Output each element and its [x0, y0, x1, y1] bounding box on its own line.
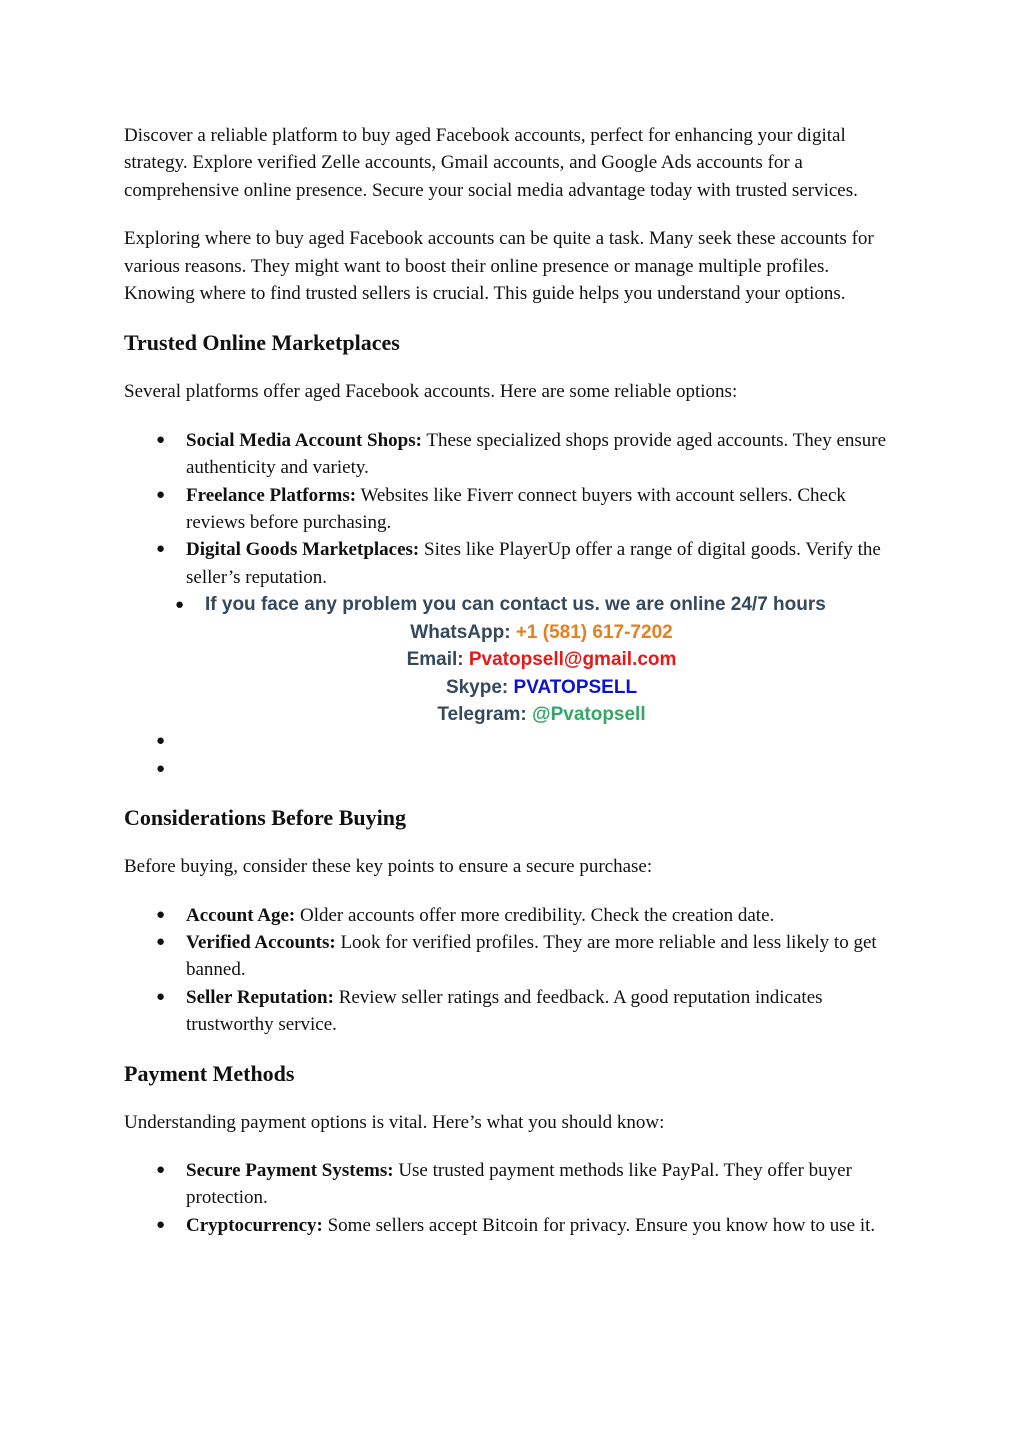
list-item [124, 929, 894, 984]
section-lead-marketplaces: Several platforms offer aged Facebook accounts. Here are some reliable options: [124, 381, 738, 403]
list-item-text: Sites like PlayerUp offer a range of digital goods. Verify the seller’s reputation. [186, 539, 881, 588]
list-item-text: Review seller ratings and feedback. A good reputation indicates trustworthy service. [186, 986, 823, 1036]
list-item-text: Look for verified profiles. They are more reliable and less likely to get banned. [186, 931, 877, 981]
empty-list-item [124, 756, 894, 783]
bullet-icon: ● [175, 596, 185, 614]
bullet-icon: ● [156, 541, 166, 558]
whatsapp-line [124, 619, 959, 646]
telegram-label: Telegram: [437, 703, 527, 725]
bullet-icon: ● [156, 906, 166, 923]
bullet-icon: ● [156, 988, 166, 1005]
list-item-text: Some sellers accept Bitcoin for privacy. Ensure you know how to use it. [322, 1214, 876, 1236]
list-item [124, 1212, 894, 1239]
bullet-icon: ● [156, 486, 166, 503]
list-item [124, 1157, 894, 1212]
list-item-label: Cryptocurrency: [186, 1214, 323, 1236]
telegram-line [124, 701, 959, 728]
list-item-text: Websites like Fiverr connect buyers with account sellers. Check reviews before purchasing. [186, 484, 846, 534]
list-item [124, 984, 894, 1039]
email-label: Email: [406, 649, 464, 671]
marketplaces-list [124, 427, 894, 591]
list-item-text: These specialized shops provide aged accounts. They ensure authenticity and variety. [186, 429, 887, 479]
list-item [124, 482, 894, 537]
section-lead-considerations: Before buying, consider these key points to ensure a secure purchase: [124, 856, 653, 878]
bullet-icon: ● [156, 733, 166, 750]
list-item-text: Older accounts offer more credibility. Check the creation date. [295, 904, 775, 926]
list-item [124, 427, 894, 482]
list-item-label: Account Age: [186, 904, 296, 926]
list-item-label: Digital Goods Marketplaces: [186, 539, 420, 561]
telegram-handle[interactable]: @Pvatopsell [532, 703, 646, 725]
list-item [124, 536, 894, 591]
section-heading-payment: Payment Methods [124, 1060, 295, 1086]
contact-block [124, 591, 894, 728]
empty-list-item [124, 728, 894, 755]
section-heading-marketplaces: Trusted Online Marketplaces [124, 330, 400, 356]
bullet-icon: ● [156, 1216, 166, 1233]
intro-paragraph-1: Discover a reliable platform to buy aged Facebook accounts, perfect for enhancing your digital strategy. Explore verified Zelle accounts, Gmail accounts, and Google Ads accounts for a comprehensive online presence. Secure your social media advantage today with trusted services. [124, 125, 858, 201]
list-item-label: Freelance Platforms: [186, 484, 357, 506]
whatsapp-number[interactable]: +1 (581) 617-7202 [515, 621, 673, 643]
skype-id[interactable]: PVATOPSELL [513, 676, 638, 698]
section-lead-payment: Understanding payment options is vital. Here’s what you should know: [124, 1111, 665, 1133]
intro-paragraph-2: Exploring where to buy aged Facebook accounts can be quite a task. Many seek these accounts for various reasons. They might want to boost their online presence or manage multiple profiles. Knowing where to find trusted sellers is crucial. This guide helps you understand your options. [124, 228, 874, 305]
list-item-label: Social Media Account Shops: [186, 429, 422, 451]
email-address[interactable]: Pvatopsell@gmail.com [468, 649, 677, 671]
document-page [124, 122, 894, 1239]
considerations-list [124, 902, 894, 1039]
contact-headline [124, 591, 894, 618]
list-item-label: Verified Accounts: [186, 931, 336, 953]
bullet-icon: ● [156, 933, 166, 950]
payment-list [124, 1157, 894, 1239]
whatsapp-label: WhatsApp: [410, 621, 511, 643]
list-item [124, 902, 894, 929]
list-item-label: Seller Reputation: [186, 986, 334, 1008]
skype-line [124, 674, 959, 701]
list-item-label: Secure Payment Systems: [186, 1159, 394, 1181]
bullet-icon: ● [156, 1161, 166, 1178]
bullet-icon: ● [156, 760, 166, 777]
section-heading-considerations: Considerations Before Buying [124, 805, 406, 831]
email-line [124, 646, 959, 673]
contact-headline-text: If you face any problem you can contact us. we are online 24/7 hours [205, 594, 826, 616]
list-item-text: Use trusted payment methods like PayPal. They offer buyer protection. [186, 1159, 852, 1209]
bullet-icon: ● [156, 431, 166, 448]
skype-label: Skype: [445, 676, 509, 698]
